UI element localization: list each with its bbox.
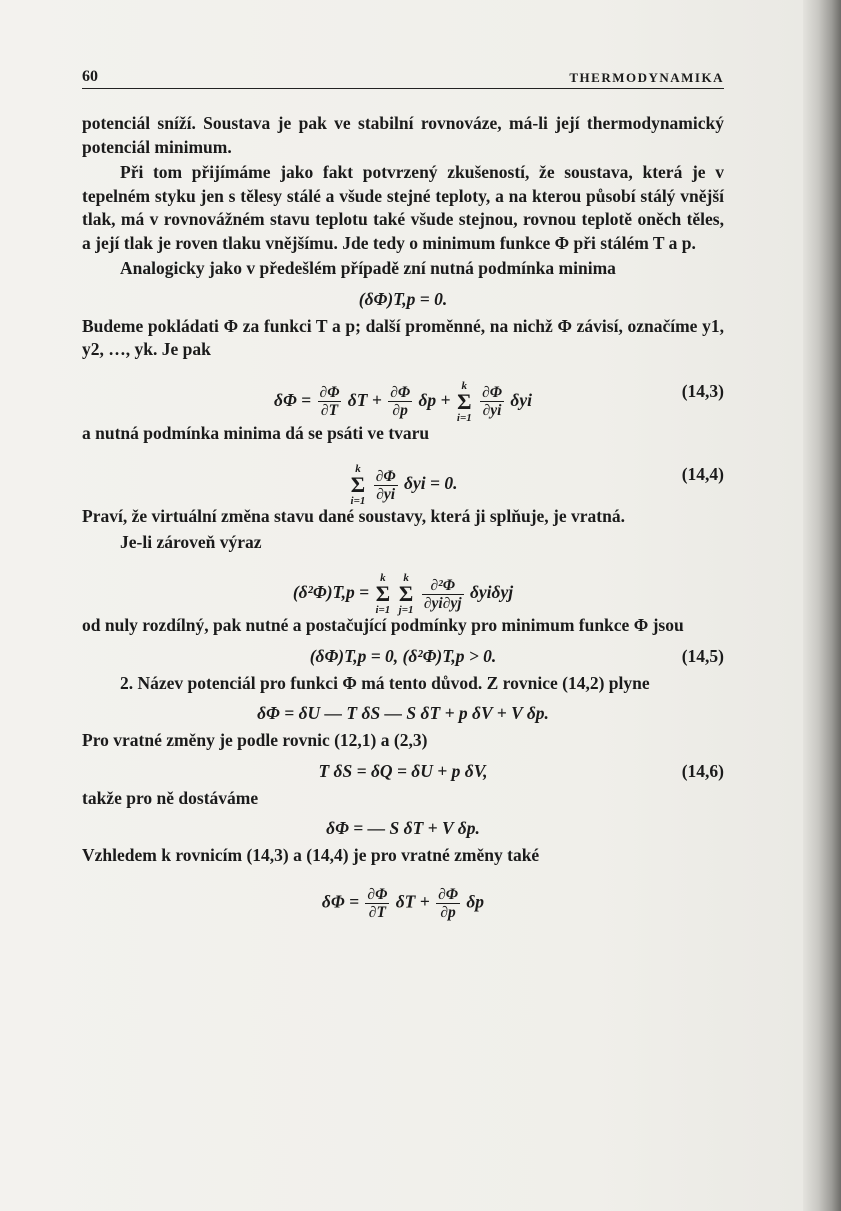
eq-term: δyiδyj (469, 582, 514, 603)
frac-numerator: ∂Φ (319, 384, 340, 401)
fraction-dphi-dp (388, 384, 412, 419)
fraction-dphi-dyi (480, 384, 504, 419)
frac-denominator: ∂p (440, 903, 456, 921)
equation-second-variation (82, 557, 724, 616)
paragraph-7: Je-li zároveň výraz (120, 531, 262, 552)
paragraph-12: Vzhledem k rovnicím (14,3) a (14,4) je pro vratné změny také (82, 845, 540, 865)
paragraph-9 (82, 672, 724, 696)
equation-number: (14,5) (681, 645, 724, 666)
equation-delta-phi-full (82, 698, 724, 726)
eq-lhs: (δ²Φ)T,p = (292, 582, 370, 603)
eq-term: δT + (347, 389, 382, 410)
paragraph-2: Při tom přijímáme jako fakt potvrzený zkušeností, že soustava, která je v tepelném styku jen s tělesy stálé a všude stejné teploty, a na kterou působí stálý vnější tlak, má v rovnovážném stavu teplotu také všude stejnou, rovnou teplotě oněch těles, a její tlak je roven tlaku vnějšímu. Jde tedy o minimum funkce Φ při stálém T a p. (82, 162, 724, 253)
equation-14-3 (82, 365, 724, 424)
book-spine-shadow (803, 0, 841, 1211)
paragraph-11: takže pro ně dostáváme (82, 787, 259, 808)
fraction-dphi-dyi (374, 468, 398, 503)
equation-expression (82, 380, 724, 424)
sum-sigma: Σ (375, 581, 391, 606)
summation-i (375, 572, 390, 616)
frac-numerator: ∂Φ (482, 384, 502, 401)
equation-expression: δΦ = δU — T δS — S δT + p δV + V δp. (257, 703, 549, 723)
paragraph-4: Budeme pokládati Φ za funkci T a p; další proměnné, na nichž Φ závisí, označíme y1, y2, …, yk. Je pak (82, 315, 724, 359)
equation-14-4 (82, 448, 724, 507)
paragraph-8: od nuly rozdílný, pak nutné a postačující podmínky pro minimum funkce Φ jsou (82, 615, 684, 635)
eq-term: δT + (395, 891, 430, 912)
frac-denominator: ∂yi (482, 402, 502, 419)
eq-term: δp (466, 891, 485, 912)
equation-expression: δΦ = — S δT + V δp. (326, 818, 480, 838)
frac-denominator: ∂yi (376, 485, 396, 503)
paragraph-1: potenciál sníží. Soustava je pak ve stabilní rovnováze, má-li její thermodynamický potenciál minimum. (82, 113, 724, 157)
frac-denominator: ∂T (320, 402, 339, 419)
equation-min-condition (82, 284, 724, 312)
eq-term: δyi = 0. (404, 473, 458, 494)
frac-numerator: ∂Φ (367, 885, 388, 903)
sum-upper: k (380, 572, 386, 584)
page-number: 60 (82, 68, 98, 85)
sum-lower: i=1 (375, 604, 391, 616)
sum-sigma: Σ (350, 472, 366, 497)
eq-term: δyi (510, 389, 532, 410)
equation-number: (14,4) (681, 464, 724, 484)
frac-numerator: ∂Φ (375, 467, 396, 485)
fraction-second-derivative (422, 577, 464, 612)
frac-numerator: ∂Φ (390, 384, 411, 401)
paragraph-3: Analogicky jako v předešlém případě zní nutná podmínka minima (120, 258, 616, 278)
equation-14-5 (82, 641, 724, 669)
frac-numerator: ∂²Φ (422, 577, 464, 595)
equation-expression: (δΦ)T,p = 0, (δ²Φ)T,p > 0. (309, 645, 497, 666)
eq-term: δp + (418, 389, 451, 410)
frac-denominator: ∂p (392, 402, 408, 419)
fraction-dphi-dp (436, 886, 460, 921)
sum-sigma: Σ (457, 388, 472, 414)
eq-lhs: δΦ = (321, 891, 360, 912)
fraction-dphi-dt (318, 384, 342, 419)
equation-expression (82, 886, 724, 921)
page-body (82, 112, 724, 928)
section-number: 2. (120, 672, 134, 693)
paragraph-6: Praví, že virtuální změna stavu dané soustavy, která ji splňuje, je vratná. (82, 506, 625, 526)
equation-number: (14,3) (681, 380, 724, 401)
eq-lhs: δΦ = (274, 389, 312, 410)
equation-number: (14,6) (681, 760, 724, 781)
summation (457, 380, 472, 424)
summation-j (399, 572, 414, 616)
frac-denominator: ∂yi∂yj (423, 594, 462, 612)
sum-lower: i=1 (456, 411, 472, 424)
running-header (82, 66, 724, 89)
equation-reversible (82, 813, 724, 841)
frac-denominator: ∂T (368, 903, 386, 921)
equation-delta-phi-partials (82, 871, 724, 925)
equation-14-6 (82, 756, 724, 784)
sum-upper: k (461, 379, 468, 392)
equation-expression (82, 572, 724, 616)
paragraph-9-text: Název potenciál pro funkci Φ má tento důvod. Z rovnice (14,2) plyne (137, 672, 650, 693)
sum-sigma: Σ (398, 581, 414, 606)
equation-expression (82, 463, 724, 507)
frac-numerator: ∂Φ (438, 885, 458, 903)
sum-lower: i=1 (350, 495, 366, 507)
paragraph-5: a nutná podmínka minima dá se psáti ve tvaru (82, 422, 430, 443)
summation (351, 463, 366, 507)
paragraph-10: Pro vratné změny je podle rovnic (12,1) a (2,3) (82, 730, 428, 750)
running-title: THERMODYNAMIKA (569, 70, 724, 85)
sum-upper: k (355, 463, 361, 475)
sum-lower: j=1 (398, 604, 414, 616)
sum-upper: k (403, 572, 409, 584)
equation-expression: (δΦ)T,p = 0. (358, 288, 448, 309)
fraction-dphi-dt (365, 886, 389, 921)
equation-expression: T δS = δQ = δU + p δV, (318, 760, 488, 781)
